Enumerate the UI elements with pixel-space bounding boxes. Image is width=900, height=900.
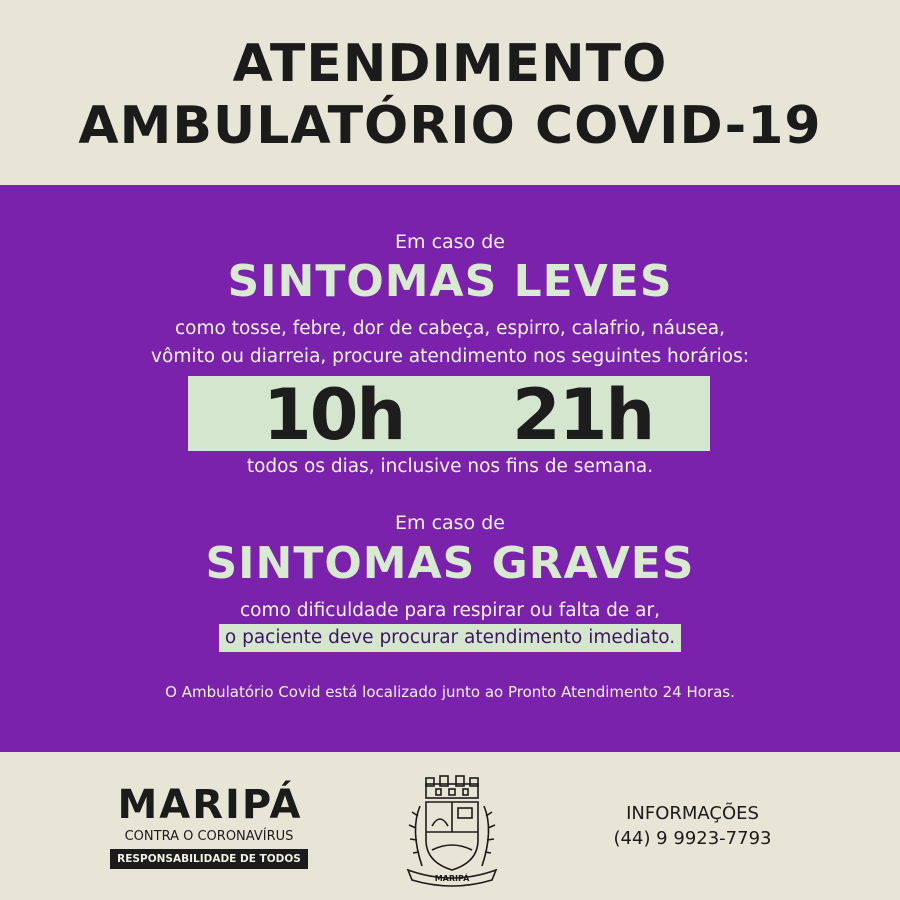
severe-desc-line1: como dificuldade para respirar ou falta de ar,: [239, 600, 661, 621]
mild-intro: Em caso de: [395, 231, 505, 253]
title-line-2: AMBULATÓRIO COVID-19: [78, 96, 822, 156]
severe-heading: SINTOMAS GRAVES: [205, 538, 695, 589]
location-note: O Ambulatório Covid está localizado junto ao Pronto Atendimento 24 Horas.: [165, 683, 735, 701]
severe-desc-highlight-row: [0, 624, 900, 652]
header-area: [0, 0, 900, 185]
brand-tagline: RESPONSABILIDADE DE TODOS: [110, 849, 308, 869]
hour-start: 10h: [263, 374, 405, 456]
municipal-coat-of-arms-icon: [392, 770, 512, 888]
crest-text: MARIPÁ: [434, 874, 470, 883]
schedule-note: todos os dias, inclusive nos fins de semana.: [246, 456, 654, 477]
brand-subtitle: CONTRA O CORONAVÍRUS: [124, 829, 294, 844]
info-label: INFORMAÇÕES: [626, 803, 759, 824]
hour-end: 21h: [512, 374, 654, 456]
brand-name: MARIPÁ: [117, 782, 303, 828]
mild-heading: SINTOMAS LEVES: [227, 256, 673, 307]
mild-desc-line1: como tosse, febre, dor de cabeça, espirro, calafrio, náusea,: [175, 318, 725, 339]
severe-desc-highlight: o paciente deve procurar atendimento imediato.: [219, 624, 681, 652]
info-phone: (44) 9 9923-7793: [613, 828, 772, 849]
severe-intro: Em caso de: [395, 512, 505, 534]
title-line-1: ATENDIMENTO: [232, 34, 668, 94]
mild-desc-line2: vômito ou diarreia, procure atendimento nos seguintes horários:: [151, 346, 749, 367]
